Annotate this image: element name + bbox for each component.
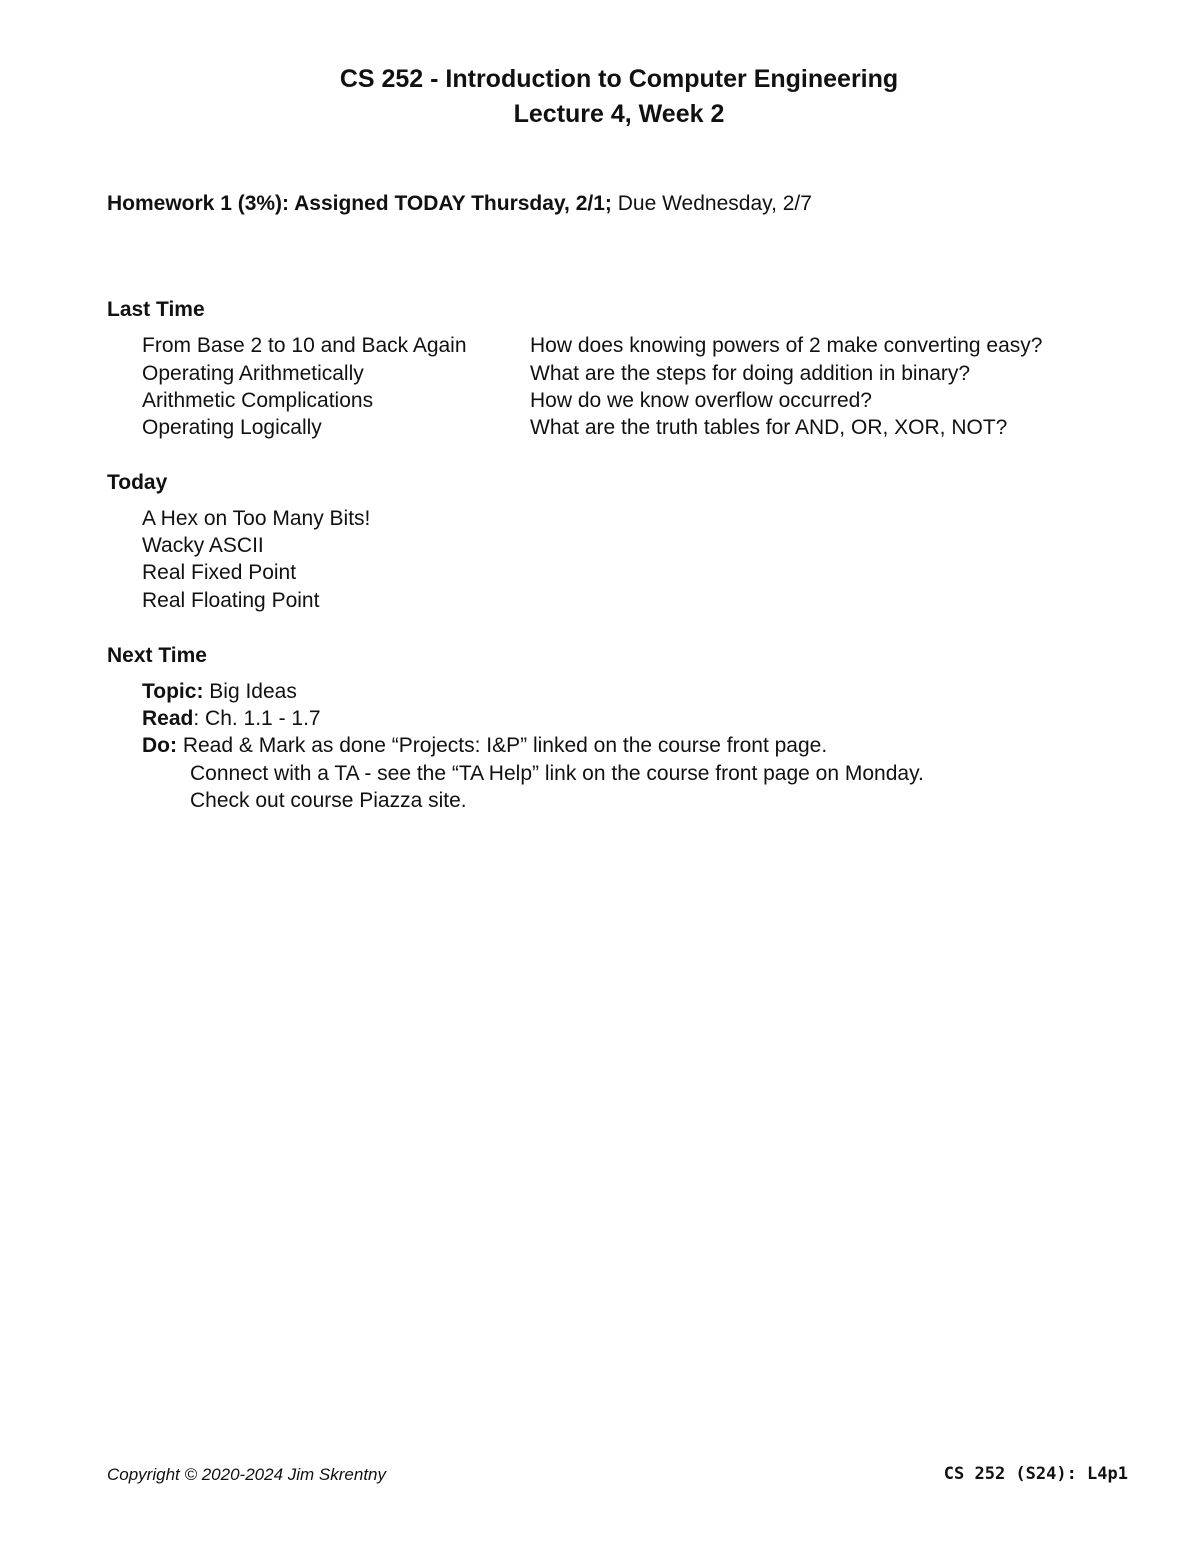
last-time-question: What are the steps for doing addition in binary?: [530, 362, 971, 385]
homework-line: [107, 190, 812, 218]
read-value: : Ch. 1.1 - 1.7: [193, 707, 321, 730]
do-item: Check out course Piazza site.: [190, 789, 467, 812]
today-item: A Hex on Too Many Bits!: [142, 507, 371, 530]
homework-due: Due Wednesday, 2/7: [611, 192, 812, 215]
last-time-topic: Operating Logically: [142, 416, 322, 439]
topic-value: Big Ideas: [203, 680, 297, 703]
last-time-question: How does knowing powers of 2 make converting easy?: [530, 334, 1043, 357]
homework-label: Homework 1 (3%): Assigned TODAY Thursday, 2/1;: [107, 192, 612, 215]
topic-label: Topic:: [142, 680, 204, 703]
next-time-topic: [142, 678, 297, 705]
last-time-topic: From Base 2 to 10 and Back Again: [142, 334, 467, 357]
do-label: Do:: [142, 734, 177, 757]
today-heading: Today: [107, 471, 168, 494]
do-item: Connect with a TA - see the “TA Help” link on the course front page on Monday.: [190, 762, 924, 785]
page-subtitle: Lecture 4, Week 2: [513, 100, 725, 128]
read-label: Read: [142, 707, 194, 730]
today-item: Wacky ASCII: [142, 534, 264, 557]
last-time-heading: Last Time: [107, 298, 205, 321]
page-title: CS 252 - Introduction to Computer Engineering: [339, 65, 899, 93]
last-time-topic: Arithmetic Complications: [142, 389, 374, 412]
last-time-question: How do we know overflow occurred?: [530, 389, 872, 412]
next-time-heading: Next Time: [107, 644, 207, 667]
last-time-topic: Operating Arithmetically: [142, 362, 364, 385]
last-time-question: What are the truth tables for AND, OR, XOR, NOT?: [530, 416, 1008, 439]
today-item: Real Fixed Point: [142, 561, 297, 584]
do-item: Read & Mark as done “Projects: I&P” linked on the course front page.: [177, 734, 828, 757]
today-item: Real Floating Point: [142, 589, 320, 612]
next-time-do: [142, 732, 827, 759]
copyright-notice: Copyright © 2020-2024 Jim Skrentny: [107, 1465, 386, 1484]
next-time-read: [142, 705, 321, 732]
document-header: [0, 62, 1200, 132]
page-identifier: CS 252 (S24): L4p1: [943, 1464, 1128, 1484]
